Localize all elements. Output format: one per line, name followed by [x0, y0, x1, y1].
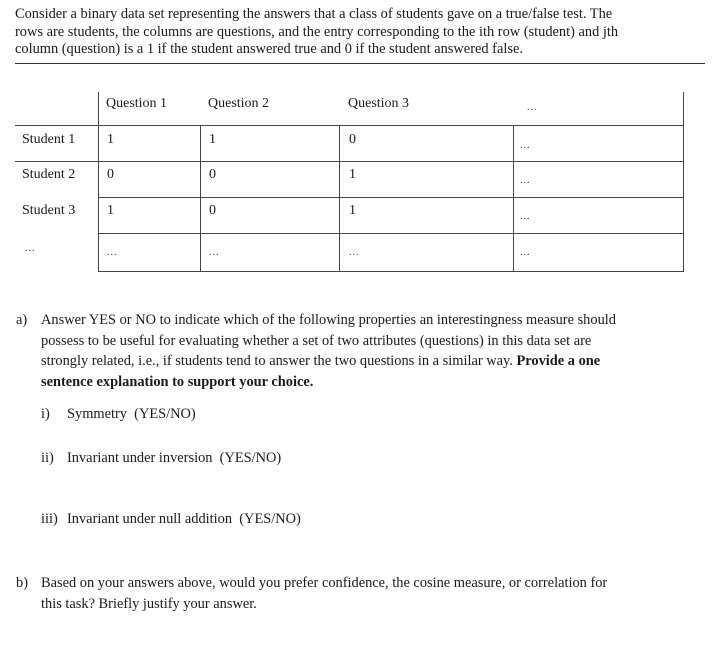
table-rule [98, 197, 684, 198]
table-rule [98, 271, 684, 272]
table-cell-ellipsis: ... [520, 175, 531, 186]
table-rule [15, 125, 684, 126]
question-a-line: strongly related, i.e., if students tend to answer the two questions in a similar way. Provide a one [41, 353, 601, 369]
table-cell: 0 [209, 203, 216, 218]
table-cell-ellipsis: ... [520, 247, 531, 258]
sub-question-text: Symmetry [67, 406, 127, 422]
column-header-ellipsis: ... [527, 102, 538, 113]
table-rule [98, 92, 99, 272]
table-rule [15, 161, 684, 162]
column-header: Question 2 [208, 96, 270, 111]
table-rule [200, 125, 201, 272]
question-a-label: a) [16, 312, 28, 328]
question-b-line: Based on your answers above, would you prefer confidence, the cosine measure, or correlation for [41, 575, 608, 591]
sub-question-choice: (YES/NO) [219, 450, 282, 466]
question-b-text [41, 573, 607, 614]
question-a-instruction: Provide a one [516, 353, 601, 369]
sub-question-label: i) [41, 406, 50, 422]
sub-question-choice: (YES/NO) [239, 511, 301, 527]
sub-question-choice: (YES/NO) [134, 406, 196, 422]
sub-question-ii [41, 450, 281, 467]
table-cell: 1 [209, 132, 216, 147]
table-cell: 1 [107, 203, 114, 218]
table-cell: 1 [107, 132, 114, 147]
table-cell-ellipsis: ... [107, 247, 118, 258]
question-b-label: b) [16, 575, 28, 591]
table-cell: 1 [349, 203, 356, 218]
sub-question-label: iii) [41, 511, 58, 527]
row-label: Student 2 [22, 167, 76, 182]
question-a-text [41, 310, 616, 392]
table-rule [683, 92, 684, 272]
intro-paragraph [15, 6, 705, 64]
sub-question-text: Invariant under null addition [67, 511, 233, 527]
intro-line: column (question) is a 1 if the student answered true and 0 if the student answered false. [15, 41, 523, 57]
table-cell-ellipsis: ... [209, 247, 220, 258]
sub-question-i [41, 406, 196, 423]
table-rule [513, 125, 514, 272]
row-label-ellipsis: ... [25, 243, 36, 254]
sub-question-iii [41, 511, 301, 528]
question-a-line: possess to be useful for evaluating whether a set of two attributes (questions) in this data set are [41, 332, 592, 349]
sub-question-label: ii) [41, 450, 54, 466]
table-rule [339, 125, 340, 272]
row-label: Student 1 [22, 132, 76, 147]
table-cell: 1 [349, 167, 356, 182]
table-cell: 0 [349, 132, 356, 147]
table-cell: 0 [107, 167, 114, 182]
sub-question-text: Invariant under inversion [67, 450, 213, 466]
intro-line: Consider a binary data set representing the answers that a class of students gave on a true/false test. The [15, 6, 613, 22]
column-header: Question 3 [348, 96, 410, 111]
column-header: Question 1 [106, 96, 168, 111]
intro-line: rows are students, the columns are questions, and the entry corresponding to the ith row (student) and jth [15, 23, 619, 40]
row-label: Student 3 [22, 203, 76, 218]
question-b-line: this task? Briefly justify your answer. [41, 595, 257, 612]
question-a-instruction: sentence explanation to support your choice. [41, 373, 314, 390]
table-cell-ellipsis: ... [520, 140, 531, 151]
question-a-line: Answer YES or NO to indicate which of the following properties an interestingness measure should [41, 312, 616, 328]
table-cell: 0 [209, 167, 216, 182]
table-cell-ellipsis: ... [349, 247, 360, 258]
table-cell-ellipsis: ... [520, 211, 531, 222]
table-rule [98, 233, 684, 234]
